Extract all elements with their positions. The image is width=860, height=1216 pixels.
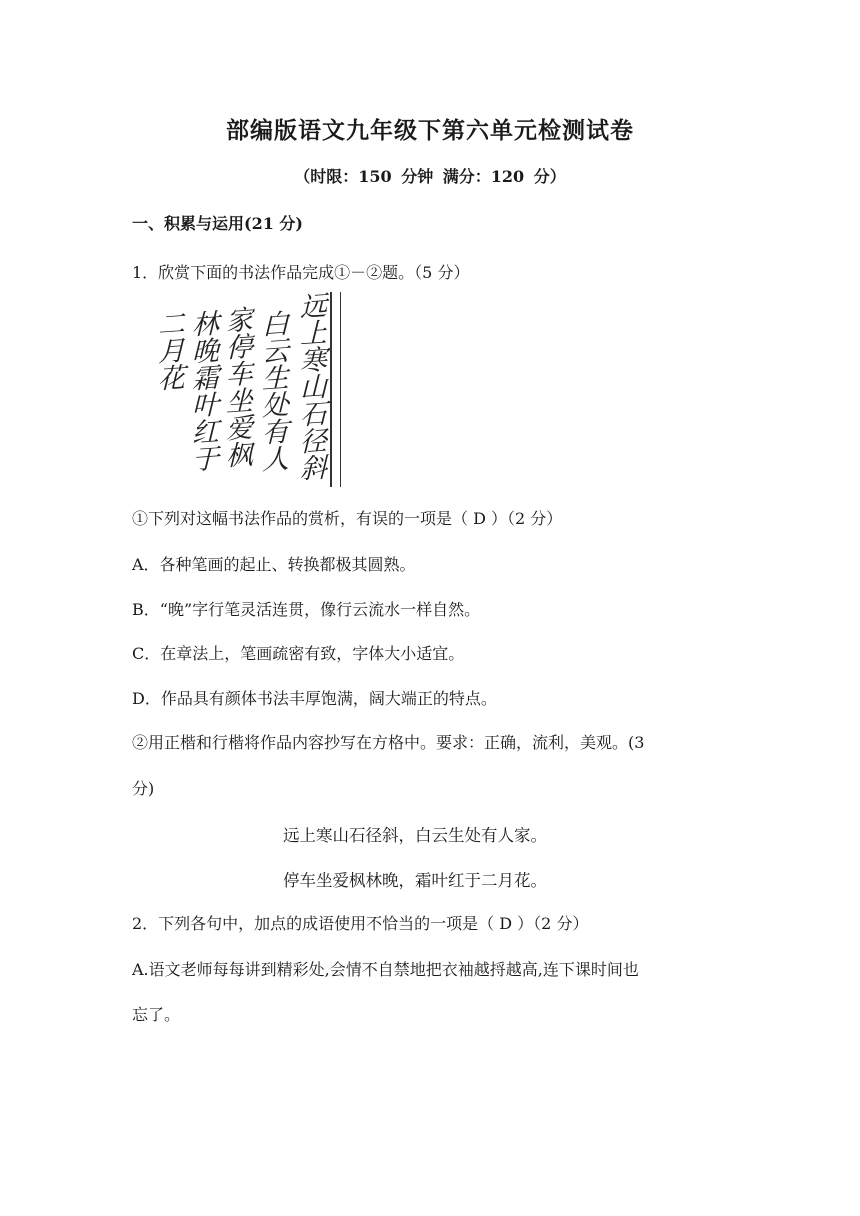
question-2-option-a-cont: 忘了。 (132, 1005, 181, 1024)
calligraphy-column: 二月花 (153, 308, 184, 393)
poem-line-2: 停车坐爱枫林晚，霜叶红于二月花。 (283, 871, 547, 890)
calligraphy-column: 林晚霜叶红于 (187, 308, 218, 474)
calligraphy-column: 白云生处有人 (257, 308, 288, 474)
calligraphy-image (150, 292, 346, 488)
calligraphy-border (340, 292, 341, 487)
question-1-sub-2-cont: 分) (132, 779, 155, 798)
option-d: D．作品具有颜体书法丰厚饱满，阔大端正的特点。 (132, 689, 497, 708)
section-heading: 一、积累与运用(21 分) (132, 214, 303, 233)
option-c: C．在章法上，笔画疏密有致，字体大小适宜。 (132, 644, 465, 663)
question-2-stem: 2．下列各句中，加点的成语使用不恰当的一项是（ D ）（2 分） (132, 914, 589, 933)
question-2-option-a: A.语文老师每每讲到精彩处,会情不自禁地把衣袖越捋越高,连下课时间也 (132, 960, 639, 979)
option-b: B．“晚”字行笔灵活连贯，像行云流水一样自然。 (132, 600, 481, 619)
exam-info: （时限：150 分钟 满分：120 分） (294, 167, 566, 186)
question-1-sub-2: ②用正楷和行楷将作品内容抄写在方格中。要求：正确，流利，美观。(3 (132, 733, 645, 752)
calligraphy-column: 家停车坐爱枫 (221, 304, 252, 470)
calligraphy-border (330, 292, 332, 487)
question-1-sub-1: ①下列对这幅书法作品的赏析，有误的一项是（ D ）（2 分） (132, 509, 563, 528)
option-a: A．各种笔画的起止、转换都极其圆熟。 (132, 555, 416, 574)
question-1-stem: 1．欣赏下面的书法作品完成①－②题。（5 分） (132, 263, 470, 282)
poem-line-1: 远上寒山石径斜，白云生处有人家。 (283, 826, 547, 845)
calligraphy-column: 远上寒山石径斜 (295, 290, 326, 483)
page-title: 部编版语文九年级下第六单元检测试卷 (226, 117, 634, 144)
